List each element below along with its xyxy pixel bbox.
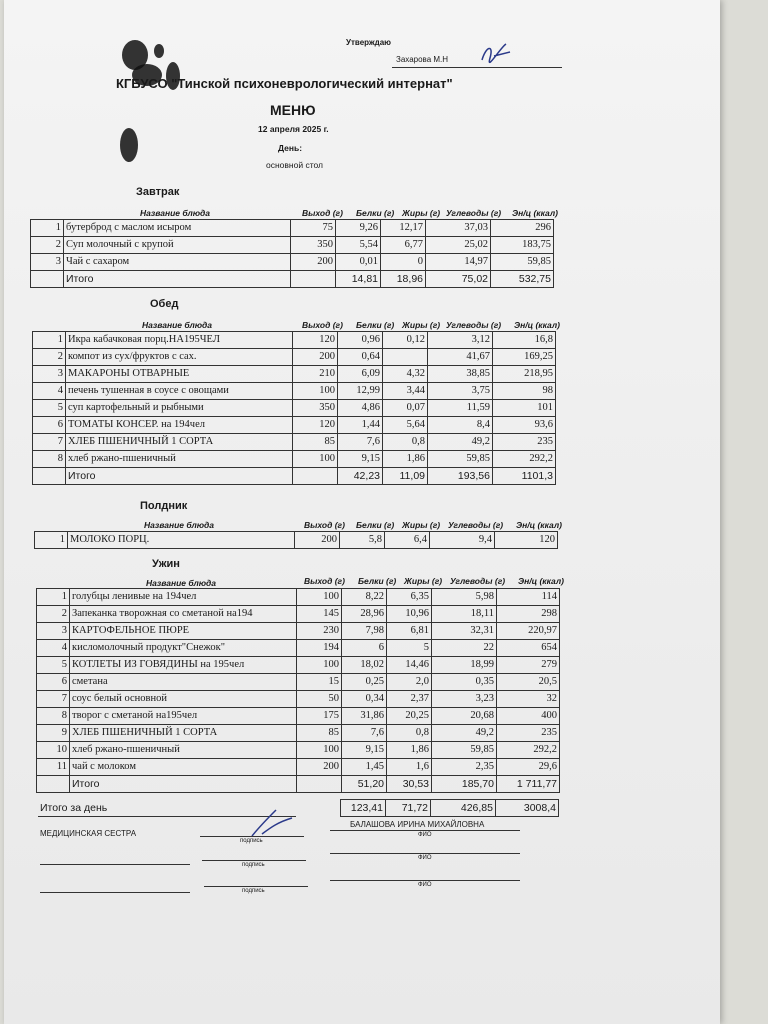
dish-output: 200 bbox=[295, 532, 340, 549]
dish-kcal: 93,6 bbox=[493, 417, 556, 434]
dish-protein: 7,6 bbox=[342, 725, 387, 742]
total-carbs: 193,56 bbox=[428, 468, 493, 485]
dish-carbs: 38,85 bbox=[428, 366, 493, 383]
dish-protein: 31,86 bbox=[342, 708, 387, 725]
dish-protein: 9,15 bbox=[342, 742, 387, 759]
dish-kcal: 654 bbox=[497, 640, 560, 657]
dish-fat: 0,07 bbox=[383, 400, 428, 417]
dish-name: Чай с сахаром bbox=[64, 254, 291, 271]
day-total-table bbox=[38, 799, 559, 817]
dish-output: 230 bbox=[297, 623, 342, 640]
dish-carbs: 22 bbox=[432, 640, 497, 657]
nurse-signature bbox=[248, 806, 298, 840]
sign-line bbox=[202, 860, 306, 861]
dish-carbs: 0,35 bbox=[432, 674, 497, 691]
col-name-header: Название блюда bbox=[140, 208, 211, 218]
dish-fat: 0 bbox=[381, 254, 426, 271]
total-output bbox=[297, 776, 342, 793]
dish-protein: 0,64 bbox=[338, 349, 383, 366]
dish-kcal: 218,95 bbox=[493, 366, 556, 383]
ink-stain bbox=[120, 128, 138, 162]
dish-kcal: 235 bbox=[497, 725, 560, 742]
dish-kcal: 169,25 bbox=[493, 349, 556, 366]
dish-carbs: 3,12 bbox=[428, 332, 493, 349]
dish-protein: 5,54 bbox=[336, 237, 381, 254]
sign-label: подпись bbox=[242, 888, 265, 894]
table-type: основной стол bbox=[266, 160, 323, 170]
dish-carbs: 14,97 bbox=[426, 254, 491, 271]
table-row bbox=[31, 220, 554, 237]
menu-date: 12 апреля 2025 г. bbox=[258, 124, 329, 134]
snack-table bbox=[34, 531, 558, 549]
dish-kcal: 101 bbox=[493, 400, 556, 417]
dish-kcal: 32 bbox=[497, 691, 560, 708]
total-label: Итого bbox=[66, 468, 293, 485]
dish-carbs: 20,68 bbox=[432, 708, 497, 725]
dish-protein: 1,44 bbox=[338, 417, 383, 434]
table-row bbox=[37, 623, 560, 640]
dish-output: 200 bbox=[297, 759, 342, 776]
dish-carbs: 2,35 bbox=[432, 759, 497, 776]
dish-protein: 4,86 bbox=[338, 400, 383, 417]
person-name: БАЛАШОВА ИРИНА МИХАЙЛОВНА bbox=[350, 820, 485, 829]
dish-carbs: 49,2 bbox=[432, 725, 497, 742]
table-row bbox=[37, 708, 560, 725]
dish-carbs: 37,03 bbox=[426, 220, 491, 237]
dish-fat: 6,77 bbox=[381, 237, 426, 254]
dish-fat: 6,81 bbox=[387, 623, 432, 640]
dish-fat: 6,4 bbox=[385, 532, 430, 549]
dish-output: 75 bbox=[291, 220, 336, 237]
row-number: 3 bbox=[31, 254, 64, 271]
approve-name: Захарова М.Н bbox=[396, 55, 449, 64]
dish-kcal: 279 bbox=[497, 657, 560, 674]
dish-name: голубцы ленивые на 194чел bbox=[70, 589, 297, 606]
row-number: 1 bbox=[31, 220, 64, 237]
col-prot-header: Белки (г) bbox=[358, 576, 397, 586]
dish-fat: 6,35 bbox=[387, 589, 432, 606]
dish-carbs: 59,85 bbox=[432, 742, 497, 759]
total-output bbox=[291, 271, 336, 288]
dish-name: КАРТОФЕЛЬНОЕ ПЮРЕ bbox=[70, 623, 297, 640]
dish-carbs: 18,11 bbox=[432, 606, 497, 623]
table-row bbox=[37, 640, 560, 657]
row-number: 3 bbox=[37, 623, 70, 640]
row-number: 1 bbox=[33, 332, 66, 349]
dish-name: творог с сметаной на195чел bbox=[70, 708, 297, 725]
dish-protein: 18,02 bbox=[342, 657, 387, 674]
dish-fat: 2,37 bbox=[387, 691, 432, 708]
fio-label: ФИО bbox=[418, 882, 432, 888]
dish-carbs: 32,31 bbox=[432, 623, 497, 640]
dish-protein: 28,96 bbox=[342, 606, 387, 623]
dish-output: 100 bbox=[297, 589, 342, 606]
row-number: 1 bbox=[37, 589, 70, 606]
row-number: 1 bbox=[35, 532, 68, 549]
col-name-header: Название блюда bbox=[144, 520, 215, 530]
dish-output: 15 bbox=[297, 674, 342, 691]
table-row bbox=[33, 349, 556, 366]
dish-fat: 1,86 bbox=[387, 742, 432, 759]
nurse-role: МЕДИЦИНСКАЯ СЕСТРА bbox=[40, 829, 137, 838]
table-row bbox=[33, 451, 556, 468]
row-number: 9 bbox=[37, 725, 70, 742]
table-row bbox=[31, 237, 554, 254]
dish-output: 145 bbox=[297, 606, 342, 623]
row-number: 5 bbox=[33, 400, 66, 417]
dish-protein: 7,6 bbox=[338, 434, 383, 451]
col-prot-header: Белки (г) bbox=[356, 320, 395, 330]
dish-name: ТОМАТЫ КОНСЕР. на 194чел bbox=[66, 417, 293, 434]
dish-output: 100 bbox=[297, 742, 342, 759]
row-number: 2 bbox=[33, 349, 66, 366]
org-name: КГБУСО "Тинской психоневрологический интернат" bbox=[116, 76, 453, 91]
dinner-title: Ужин bbox=[152, 558, 180, 570]
col-prot-header: Белки (г) bbox=[356, 520, 395, 530]
col-carb-header: Углеводы (г) bbox=[448, 520, 504, 530]
dish-output: 100 bbox=[297, 657, 342, 674]
total-protein: 51,20 bbox=[342, 776, 387, 793]
table-row bbox=[37, 725, 560, 742]
day-label: День: bbox=[278, 143, 303, 153]
dish-protein: 1,45 bbox=[342, 759, 387, 776]
row-number: 5 bbox=[37, 657, 70, 674]
table-row bbox=[37, 742, 560, 759]
dish-carbs: 41,67 bbox=[428, 349, 493, 366]
dish-name: ХЛЕБ ПШЕНИЧНЫЙ 1 СОРТА bbox=[66, 434, 293, 451]
col-fat-header: Жиры (г) bbox=[402, 320, 441, 330]
dish-name: чай с молоком bbox=[70, 759, 297, 776]
day-total-out bbox=[296, 800, 341, 817]
row-number: 8 bbox=[37, 708, 70, 725]
col-fat-header: Жиры (г) bbox=[404, 576, 443, 586]
col-kcal-header: Эн/ц (ккал) bbox=[516, 520, 562, 530]
dish-name: Запеканка творожная со сметаной на194 bbox=[70, 606, 297, 623]
dish-fat: 12,17 bbox=[381, 220, 426, 237]
col-carb-header: Углеводы (г) bbox=[450, 576, 506, 586]
dish-kcal: 114 bbox=[497, 589, 560, 606]
row-number: 2 bbox=[31, 237, 64, 254]
dish-fat: 5 bbox=[387, 640, 432, 657]
total-row bbox=[31, 271, 554, 288]
dish-kcal: 98 bbox=[493, 383, 556, 400]
dish-carbs: 8,4 bbox=[428, 417, 493, 434]
dish-fat: 14,46 bbox=[387, 657, 432, 674]
table-row bbox=[37, 657, 560, 674]
dish-kcal: 220,97 bbox=[497, 623, 560, 640]
total-output bbox=[293, 468, 338, 485]
row-number: 4 bbox=[33, 383, 66, 400]
day-total-fat: 71,72 bbox=[386, 800, 431, 817]
day-total-carb: 426,85 bbox=[431, 800, 496, 817]
dish-name: хлеб ржано-пшеничный bbox=[66, 451, 293, 468]
total-label: Итого bbox=[64, 271, 291, 288]
row-number: 3 bbox=[33, 366, 66, 383]
col-out-header: Выход (г) bbox=[302, 320, 343, 330]
dish-output: 200 bbox=[291, 254, 336, 271]
col-out-header: Выход (г) bbox=[302, 208, 343, 218]
day-total-prot: 123,41 bbox=[341, 800, 386, 817]
col-kcal-header: Эн/ц (ккал) bbox=[518, 576, 564, 586]
dish-name: печень тушенная в соусе с овощами bbox=[66, 383, 293, 400]
total-fat: 30,53 bbox=[387, 776, 432, 793]
dish-name: суп картофельный и рыбными bbox=[66, 400, 293, 417]
lunch-table bbox=[32, 331, 556, 485]
total-carbs: 185,70 bbox=[432, 776, 497, 793]
dish-name: МОЛОКО ПОРЦ. bbox=[68, 532, 295, 549]
dish-kcal: 400 bbox=[497, 708, 560, 725]
dish-carbs: 18,99 bbox=[432, 657, 497, 674]
dish-protein: 8,22 bbox=[342, 589, 387, 606]
dish-kcal: 298 bbox=[497, 606, 560, 623]
fio-label: ФИО bbox=[418, 832, 432, 838]
dish-fat: 20,25 bbox=[387, 708, 432, 725]
total-row bbox=[33, 468, 556, 485]
table-row bbox=[37, 589, 560, 606]
dish-name: компот из сух/фруктов с сах. bbox=[66, 349, 293, 366]
row-number: 6 bbox=[33, 417, 66, 434]
col-name-header: Название блюда bbox=[146, 578, 217, 588]
total-number bbox=[31, 271, 64, 288]
dish-name: сметана bbox=[70, 674, 297, 691]
dish-kcal: 183,75 bbox=[491, 237, 554, 254]
col-fat-header: Жиры (г) bbox=[402, 520, 441, 530]
ink-stain bbox=[154, 44, 164, 58]
row-number: 6 bbox=[37, 674, 70, 691]
dish-carbs: 9,4 bbox=[430, 532, 495, 549]
dish-kcal: 120 bbox=[495, 532, 558, 549]
col-out-header: Выход (г) bbox=[304, 520, 345, 530]
total-number bbox=[33, 468, 66, 485]
dish-output: 350 bbox=[291, 237, 336, 254]
dish-fat bbox=[383, 349, 428, 366]
role-line bbox=[40, 864, 190, 865]
table-row bbox=[37, 606, 560, 623]
dish-output: 194 bbox=[297, 640, 342, 657]
dish-output: 175 bbox=[297, 708, 342, 725]
dish-name: МАКАРОНЫ ОТВАРНЫЕ bbox=[66, 366, 293, 383]
dish-carbs: 59,85 bbox=[428, 451, 493, 468]
dish-fat: 5,64 bbox=[383, 417, 428, 434]
dish-protein: 0,01 bbox=[336, 254, 381, 271]
total-fat: 18,96 bbox=[381, 271, 426, 288]
table-row bbox=[37, 759, 560, 776]
dish-carbs: 11,59 bbox=[428, 400, 493, 417]
col-kcal-header: Эн/ц (ккал) bbox=[512, 208, 558, 218]
dish-protein: 5,8 bbox=[340, 532, 385, 549]
row-number: 2 bbox=[37, 606, 70, 623]
dish-output: 85 bbox=[297, 725, 342, 742]
lunch-title: Обед bbox=[150, 298, 179, 310]
dish-output: 100 bbox=[293, 383, 338, 400]
dish-output: 120 bbox=[293, 417, 338, 434]
sign-line bbox=[200, 836, 304, 837]
table-row bbox=[37, 674, 560, 691]
dish-kcal: 235 bbox=[493, 434, 556, 451]
row-number: 7 bbox=[37, 691, 70, 708]
col-kcal-header: Эн/ц (ккал) bbox=[514, 320, 560, 330]
dish-output: 50 bbox=[297, 691, 342, 708]
dish-kcal: 292,2 bbox=[493, 451, 556, 468]
total-protein: 42,23 bbox=[338, 468, 383, 485]
day-total-kcal: 3008,4 bbox=[496, 800, 559, 817]
total-number bbox=[37, 776, 70, 793]
total-protein: 14,81 bbox=[336, 271, 381, 288]
total-kcal: 1 711,77 bbox=[497, 776, 560, 793]
dish-carbs: 5,98 bbox=[432, 589, 497, 606]
col-carb-header: Углеводы (г) bbox=[446, 208, 502, 218]
dish-name: Икра кабачковая порц.НА195ЧЕЛ bbox=[66, 332, 293, 349]
sign-line bbox=[204, 886, 308, 887]
dish-carbs: 25,02 bbox=[426, 237, 491, 254]
day-total-label: Итого за день bbox=[38, 800, 296, 817]
table-row bbox=[33, 332, 556, 349]
sign-label: подпись bbox=[242, 862, 265, 868]
row-number: 10 bbox=[37, 742, 70, 759]
dish-protein: 0,96 bbox=[338, 332, 383, 349]
dish-fat: 0,8 bbox=[383, 434, 428, 451]
dish-kcal: 292,2 bbox=[497, 742, 560, 759]
dish-fat: 2,0 bbox=[387, 674, 432, 691]
dish-output: 350 bbox=[293, 400, 338, 417]
page-title: МЕНЮ bbox=[270, 102, 316, 118]
dish-name: кисломолочный продукт"Снежок" bbox=[70, 640, 297, 657]
row-number: 7 bbox=[33, 434, 66, 451]
col-prot-header: Белки (г) bbox=[356, 208, 395, 218]
menu-document bbox=[4, 0, 720, 1024]
col-name-header: Название блюда bbox=[142, 320, 213, 330]
table-row bbox=[37, 691, 560, 708]
snack-title: Полдник bbox=[140, 500, 188, 512]
dish-fat: 0,8 bbox=[387, 725, 432, 742]
dish-protein: 6 bbox=[342, 640, 387, 657]
dish-name: ХЛЕБ ПШЕНИЧНЫЙ 1 СОРТА bbox=[70, 725, 297, 742]
table-row bbox=[33, 434, 556, 451]
dish-protein: 7,98 bbox=[342, 623, 387, 640]
dish-carbs: 3,75 bbox=[428, 383, 493, 400]
dish-output: 85 bbox=[293, 434, 338, 451]
dish-name: Суп молочный с крупой bbox=[64, 237, 291, 254]
approval-signature bbox=[476, 38, 516, 68]
total-row bbox=[37, 776, 560, 793]
total-label: Итого bbox=[70, 776, 297, 793]
dish-protein: 0,25 bbox=[342, 674, 387, 691]
breakfast-title: Завтрак bbox=[136, 186, 180, 198]
total-fat: 11,09 bbox=[383, 468, 428, 485]
dish-fat: 1,6 bbox=[387, 759, 432, 776]
total-carbs: 75,02 bbox=[426, 271, 491, 288]
fio-label: ФИО bbox=[418, 855, 432, 861]
approve-label: Утверждаю bbox=[346, 38, 391, 47]
dish-kcal: 29,6 bbox=[497, 759, 560, 776]
fio-line bbox=[330, 880, 520, 881]
day-total-row bbox=[38, 800, 559, 817]
dish-output: 100 bbox=[293, 451, 338, 468]
col-carb-header: Углеводы (г) bbox=[446, 320, 502, 330]
dish-kcal: 59,85 bbox=[491, 254, 554, 271]
row-number: 8 bbox=[33, 451, 66, 468]
row-number: 4 bbox=[37, 640, 70, 657]
table-row bbox=[33, 366, 556, 383]
dish-carbs: 49,2 bbox=[428, 434, 493, 451]
dish-protein: 12,99 bbox=[338, 383, 383, 400]
dish-kcal: 296 bbox=[491, 220, 554, 237]
table-row bbox=[33, 383, 556, 400]
dish-fat: 3,44 bbox=[383, 383, 428, 400]
dish-fat: 0,12 bbox=[383, 332, 428, 349]
col-fat-header: Жиры (г) bbox=[402, 208, 441, 218]
table-row bbox=[31, 254, 554, 271]
dish-fat: 1,86 bbox=[383, 451, 428, 468]
col-out-header: Выход (г) bbox=[304, 576, 345, 586]
fio-line bbox=[330, 830, 520, 831]
dish-fat: 4,32 bbox=[383, 366, 428, 383]
breakfast-table bbox=[30, 219, 554, 288]
table-row bbox=[35, 532, 558, 549]
dish-name: хлеб ржано-пшеничный bbox=[70, 742, 297, 759]
dinner-table bbox=[36, 588, 560, 793]
role-line bbox=[40, 892, 190, 893]
dish-protein: 0,34 bbox=[342, 691, 387, 708]
dish-name: соус белый основной bbox=[70, 691, 297, 708]
total-kcal: 532,75 bbox=[491, 271, 554, 288]
dish-kcal: 20,5 bbox=[497, 674, 560, 691]
table-row bbox=[33, 417, 556, 434]
sign-label: подпись bbox=[240, 838, 263, 844]
row-number: 11 bbox=[37, 759, 70, 776]
dish-name: КОТЛЕТЫ ИЗ ГОВЯДИНЫ на 195чел bbox=[70, 657, 297, 674]
dish-kcal: 16,8 bbox=[493, 332, 556, 349]
dish-fat: 10,96 bbox=[387, 606, 432, 623]
dish-protein: 9,26 bbox=[336, 220, 381, 237]
fio-line bbox=[330, 853, 520, 854]
dish-carbs: 3,23 bbox=[432, 691, 497, 708]
dish-name: бутерброд с маслом исыром bbox=[64, 220, 291, 237]
total-kcal: 1101,3 bbox=[493, 468, 556, 485]
dish-output: 210 bbox=[293, 366, 338, 383]
dish-protein: 9,15 bbox=[338, 451, 383, 468]
dish-output: 120 bbox=[293, 332, 338, 349]
table-row bbox=[33, 400, 556, 417]
dish-output: 200 bbox=[293, 349, 338, 366]
dish-protein: 6,09 bbox=[338, 366, 383, 383]
